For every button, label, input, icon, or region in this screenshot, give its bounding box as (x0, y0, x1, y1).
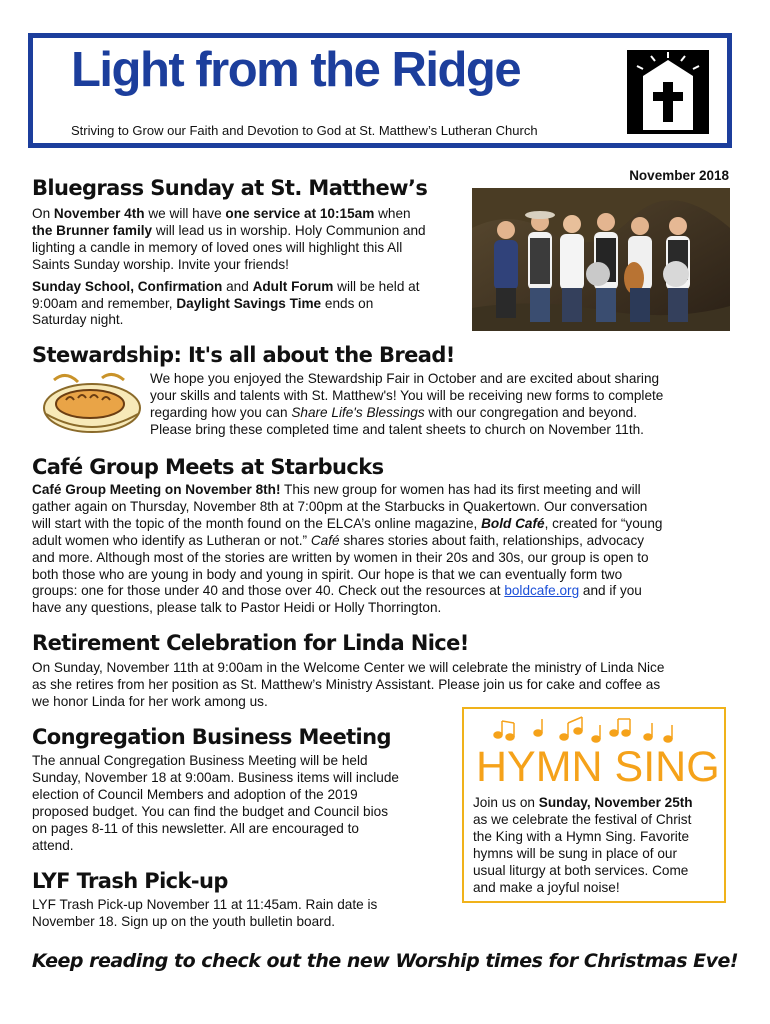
cafe-line: and more. Although most of the stories are written by women in their 20s and 30s, our group is open to (32, 549, 649, 565)
hymn-line: Join us on Sunday, November 25th (473, 795, 693, 810)
issue-date: November 2018 (629, 168, 729, 183)
lyf-body (32, 897, 452, 931)
bluegrass-line: lighting a candle in memory of loved ones will highlight this All (32, 239, 403, 255)
bread-basket-icon (40, 368, 144, 436)
cafe-line: gather again on Thursday, November 8th at 7:00pm at the Starbucks in Quakertown. Our conversation (32, 498, 648, 514)
stewardship-line: We hope you enjoyed the Stewardship Fair in October and are excited about sharing (150, 371, 660, 386)
congregation-heading: Congregation Business Meeting (32, 725, 391, 749)
bluegrass-line: Sunday School, Confirmation and Adult Forum will be held at (32, 278, 420, 294)
bluegrass-line: 9:00am and remember, Daylight Savings Time ends on (32, 295, 374, 311)
retirement-heading: Retirement Celebration for Linda Nice! (32, 631, 469, 655)
bluegrass-line: Saturday night. (32, 312, 124, 328)
bluegrass-line: the Brunner family will lead us in worship. Holy Communion and (32, 222, 426, 238)
hymn-sing-title: HYMN SING (476, 743, 720, 791)
retirement-line: as she retires from her position as St. Matthew’s Ministry Assistant. Please join us for cake and coffee as (32, 676, 661, 692)
stewardship-body (150, 371, 740, 439)
lyf-heading: LYF Trash Pick-up (32, 869, 228, 893)
band-photo (472, 188, 730, 331)
cafe-body (32, 482, 742, 617)
cross-lamp-icon (623, 46, 713, 138)
congregation-line: Sunday, November 18 at 9:00am. Business items will include (32, 769, 399, 785)
cafe-line: both those who are young in body and young in spirit. Our hope is that we can eventually form two (32, 566, 623, 582)
bluegrass-body (32, 206, 472, 329)
newsletter-tagline: Striving to Grow our Faith and Devotion to God at St. Matthew’s Lutheran Church (71, 123, 538, 138)
hymn-line: hymns will be sung in place of our (473, 845, 678, 861)
stewardship-line: regarding how you can Share Life's Blessings with our congregation and beyond. (150, 404, 638, 420)
hymn-line: usual liturgy at both services. Come (473, 862, 689, 878)
masthead (28, 33, 732, 148)
cafe-heading: Café Group Meets at Starbucks (32, 455, 384, 479)
cafe-line: will start with the topic of the month found on the ELCA’s online magazine, Bold Café, created for “young (32, 515, 663, 531)
congregation-line: The annual Congregation Business Meeting will be held (32, 753, 368, 768)
boldcafe-link[interactable]: boldcafe.org (504, 583, 580, 599)
retirement-line: we honor Linda for her work among us. (32, 693, 268, 709)
hymn-sing-body (473, 795, 723, 896)
retirement-line: On Sunday, November 11th at 9:00am in the Welcome Center we will celebrate the ministry of Linda Nice (32, 660, 665, 675)
bluegrass-line: Saints Sunday worship. Invite your friends! (32, 256, 289, 272)
lyf-line: November 18. Sign up on the youth bulletin board. (32, 913, 336, 929)
bluegrass-line: On November 4th we will have one service at 10:15am when (32, 206, 411, 221)
congregation-body (32, 753, 452, 854)
congregation-line: on pages 8-11 of this newsletter. All are encouraged to (32, 820, 359, 836)
cafe-line: Café Group Meeting on November 8th! This new group for women has had its first meeting and will (32, 482, 641, 497)
stewardship-heading: Stewardship: It's all about the Bread! (32, 343, 455, 367)
retirement-body (32, 660, 742, 711)
hymn-line: as we celebrate the festival of Christ (473, 811, 692, 827)
cafe-line: groups: one for those under 40 and those over 40. Check out the resources at boldcafe.org and if you (32, 583, 642, 599)
stewardship-line: Please bring these completed time and talent sheets to church on November 11th. (150, 421, 644, 437)
hymn-line: and make a joyful noise! (473, 879, 620, 895)
lyf-line: LYF Trash Pick-up November 11 at 11:45am. Rain date is (32, 897, 378, 912)
cafe-line: have any questions, please talk to Pastor Heidi or Holly Thorrington. (32, 600, 442, 616)
closing-banner: Keep reading to check out the new Worship times for Christmas Eve! (31, 950, 739, 972)
cafe-line: adult women who identify as Lutheran or not.” Café shares stories about faith, relationships, advocacy (32, 532, 645, 548)
congregation-line: election of Council Members and adoption of the 2019 (32, 786, 358, 802)
newsletter-title: Light from the Ridge (71, 43, 521, 97)
bluegrass-heading: Bluegrass Sunday at St. Matthew’s (32, 176, 428, 200)
congregation-line: proposed budget. You can find the budget and Council bios (32, 803, 388, 819)
hymn-sing-box (462, 707, 726, 903)
music-notes-icon (492, 715, 692, 745)
hymn-line: the King with a Hymn Sing. Favorite (473, 828, 690, 844)
congregation-line: attend. (32, 837, 74, 853)
stewardship-line: your skills and talents with St. Matthew's! You will be receiving new forms to complete (150, 387, 664, 403)
